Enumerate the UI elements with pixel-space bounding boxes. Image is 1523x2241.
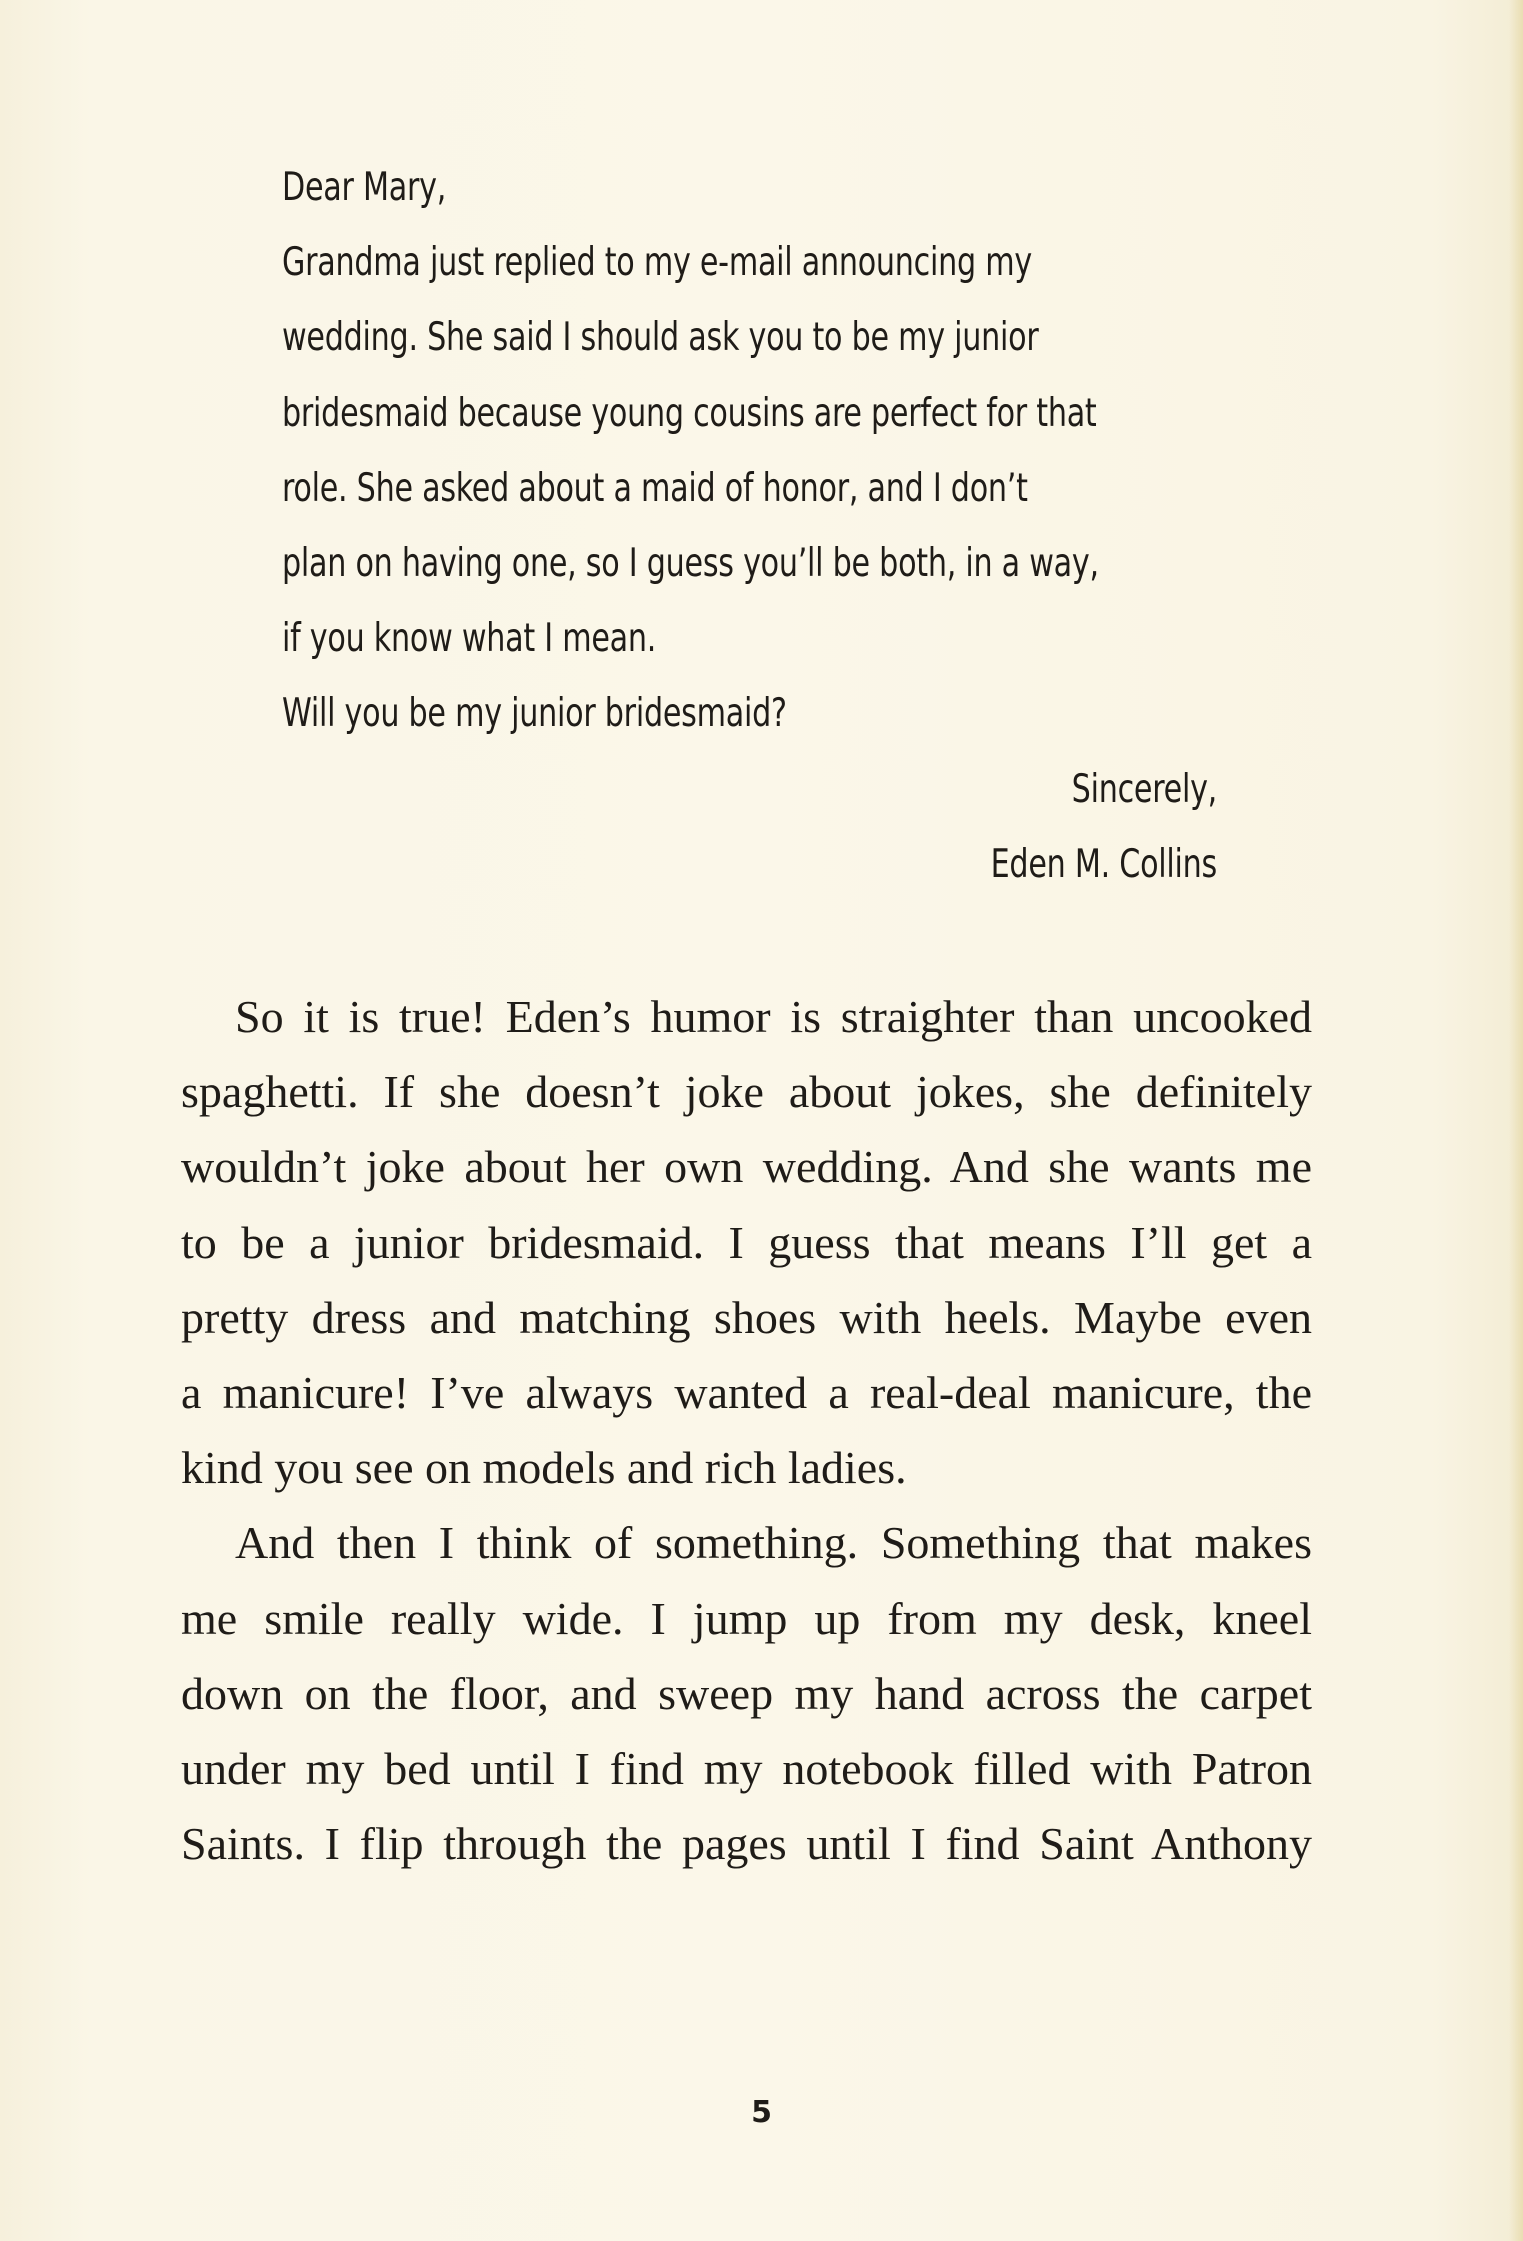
letter-line: role. She asked about a maid of honor, and I don’t xyxy=(282,465,1028,511)
story-line: kind you see on models and rich ladies. xyxy=(181,1442,907,1494)
story-line: And then I think of something. Something that makes xyxy=(235,1517,1312,1569)
story-line: pretty dress and matching shoes with heels. Maybe even xyxy=(181,1291,1312,1343)
letter-line: Will you be my junior bridesmaid? xyxy=(282,691,787,737)
letter-signature: Eden M. Collins xyxy=(990,841,1217,887)
letter-block xyxy=(282,150,1217,902)
letter-line: bridesmaid because young cousins are perfect for that xyxy=(282,390,1097,436)
story-text xyxy=(181,979,1312,1881)
letter-line: Grandma just replied to my e-mail announcing my xyxy=(282,240,1032,286)
story-line: So it is true! Eden’s humor is straighter than uncooked xyxy=(235,991,1312,1042)
story-line: down on the floor, and sweep my hand across the carpet xyxy=(181,1667,1312,1719)
letter-salutation: Dear Mary, xyxy=(282,165,447,210)
letter-line: plan on having one, so I guess you’ll be both, in a way, xyxy=(282,540,1099,586)
letter-line: wedding. She said I should ask you to be my junior xyxy=(282,315,1039,361)
page-edge-shadow xyxy=(1509,0,1523,2241)
story-line: spaghetti. If she doesn’t joke about jokes, she definitely xyxy=(181,1066,1312,1118)
letter-closing: Sincerely, xyxy=(1071,766,1217,812)
story-line: wouldn’t joke about her own wedding. And she wants me xyxy=(181,1141,1312,1193)
story-line: a manicure! I’ve always wanted a real-deal manicure, the xyxy=(181,1366,1312,1418)
page-number: 5 xyxy=(751,2095,772,2130)
story-line: me smile really wide. I jump up from my desk, kneel xyxy=(181,1592,1312,1644)
letter-line: if you know what I mean. xyxy=(282,616,657,662)
story-line: Saints. I flip through the pages until I find Saint Anthony xyxy=(181,1818,1312,1870)
story-line: under my bed until I find my notebook filled with Patron xyxy=(181,1742,1312,1794)
story-line: to be a junior bridesmaid. I guess that means I’ll get a xyxy=(181,1216,1312,1268)
